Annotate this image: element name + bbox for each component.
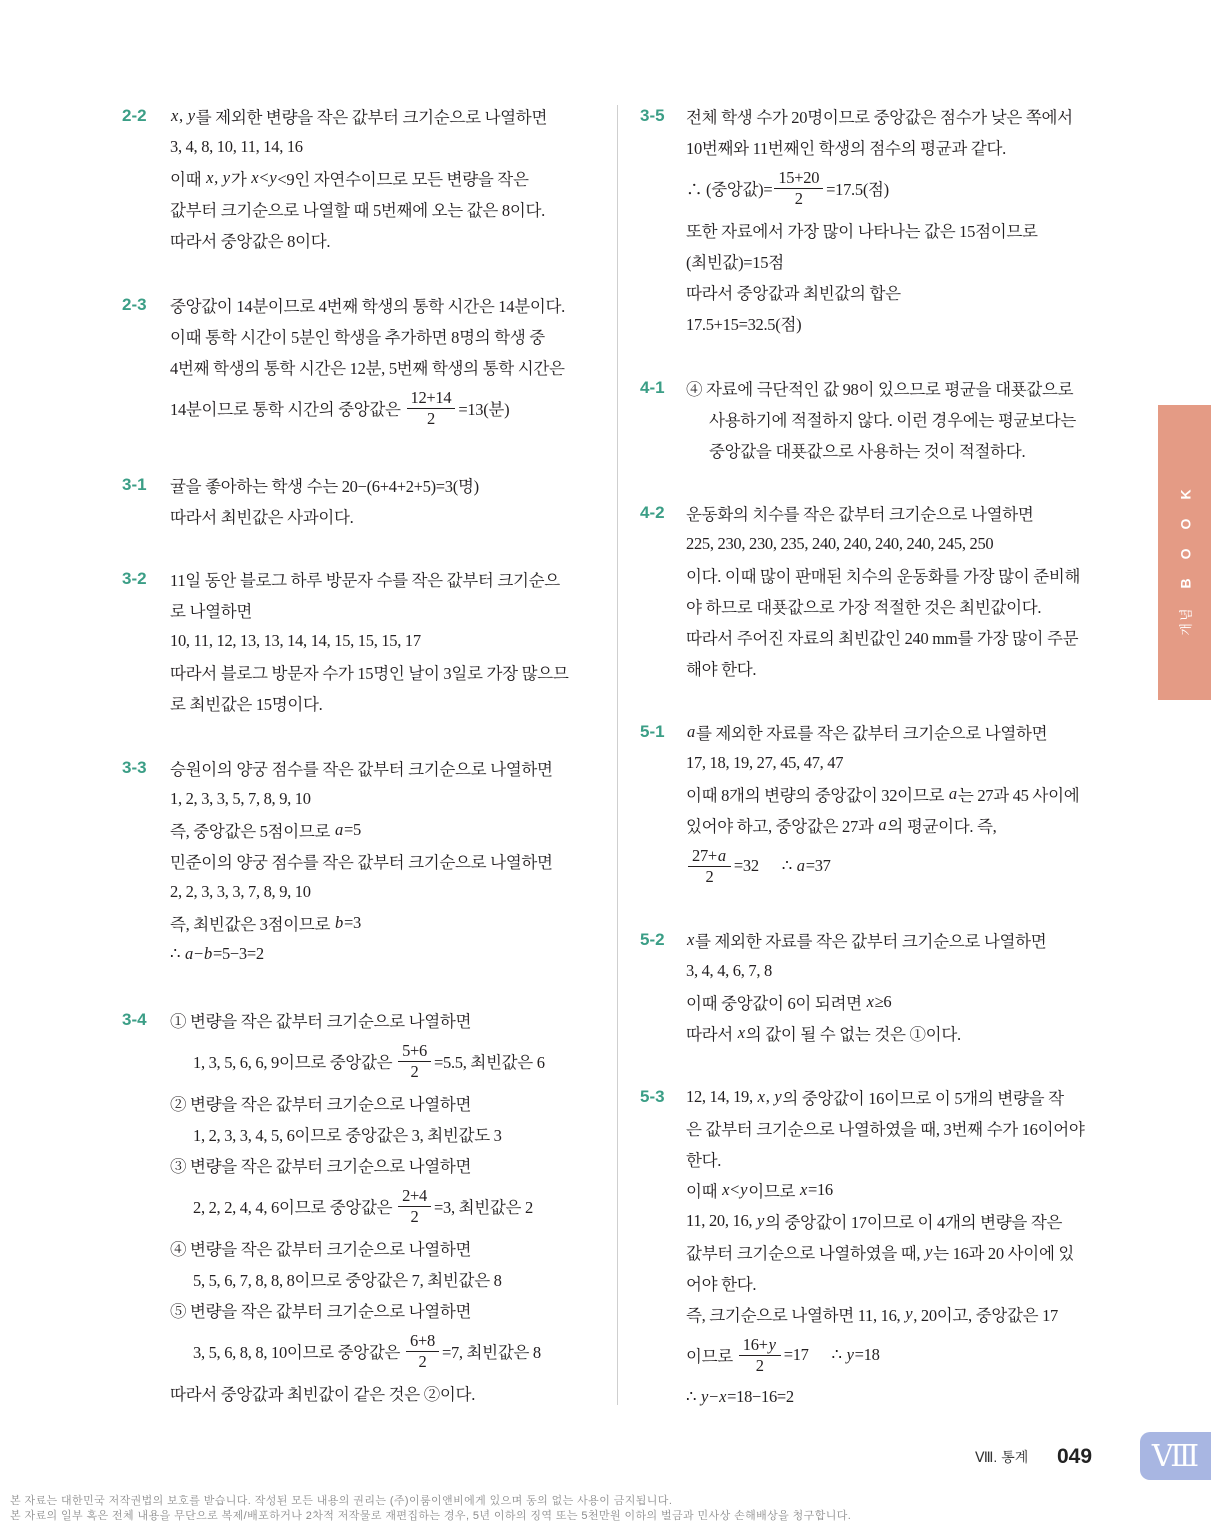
text-segment: 이다. 이때 많이 판매된 치수의 운동화를 가장 많이 준비해 bbox=[686, 566, 1081, 586]
math-variable: x bbox=[866, 991, 874, 1011]
solution-line bbox=[686, 778, 1079, 809]
chapter-badge bbox=[1140, 1432, 1211, 1480]
math-variable: y bbox=[846, 1345, 854, 1364]
math-variable: y bbox=[768, 1334, 776, 1354]
text-segment: =16 bbox=[807, 1179, 833, 1199]
fraction bbox=[739, 1335, 781, 1376]
text-segment: 17.5+15=32.5(점) bbox=[686, 314, 802, 334]
solution-line bbox=[170, 289, 565, 320]
text-segment: 사용하기에 적절하지 않다. 이런 경우에는 평균보다는 bbox=[709, 410, 1077, 430]
text-segment: 는 27과 45 사이에 bbox=[957, 785, 1080, 805]
text-segment: 의 중앙값이 17이므로 이 4개의 변량을 작은 bbox=[765, 1212, 1063, 1232]
math-variable: y bbox=[774, 1086, 782, 1106]
problem-number: 3-1 bbox=[122, 475, 147, 494]
solution-line bbox=[686, 652, 1080, 683]
text-segment: =17.5(점) bbox=[826, 180, 889, 199]
solution-body bbox=[686, 497, 1080, 683]
fraction-denominator: 2 bbox=[705, 866, 714, 886]
fraction bbox=[398, 1041, 431, 1082]
text-segment: ≥6 bbox=[874, 991, 892, 1011]
fraction bbox=[774, 168, 823, 209]
text-segment: 5, 5, 6, 7, 8, 8, 8이므로 중앙값은 7, 최빈값은 8 bbox=[193, 1270, 502, 1290]
math-variable: y bbox=[222, 167, 230, 187]
solution-line bbox=[686, 924, 1046, 955]
side-tab-label-en: BOOK bbox=[1176, 469, 1193, 588]
solution-line bbox=[170, 224, 547, 255]
text-segment: 승원이의 양궁 점수를 작은 값부터 크기순으로 나열하면 bbox=[170, 759, 553, 779]
math-variable: x bbox=[171, 105, 179, 125]
solution-line bbox=[170, 783, 553, 814]
text-segment: 27+ bbox=[692, 845, 717, 865]
problem-2-2 bbox=[122, 100, 547, 255]
problem-number: 3-4 bbox=[122, 1010, 147, 1029]
text-segment: =5−3=2 bbox=[212, 943, 264, 963]
text-segment: =3 bbox=[343, 912, 361, 932]
text-segment: 를 제외한 자료를 작은 값부터 크기순으로 나열하면 bbox=[695, 931, 1047, 951]
math-variable: y bbox=[269, 167, 277, 187]
text-segment: <9인 자연수이므로 모든 변량을 작은 bbox=[277, 169, 529, 189]
math-variable: a bbox=[185, 943, 193, 963]
text-segment: 은 값부터 크기순으로 나열하였을 때, 3번째 수가 16이어야 bbox=[686, 1119, 1085, 1139]
solution-line bbox=[170, 907, 553, 938]
fraction bbox=[407, 388, 456, 429]
text-segment: 1, 3, 5, 6, 6, 9이므로 중앙값은 bbox=[193, 1053, 397, 1072]
solution-line bbox=[170, 1232, 545, 1263]
text-segment: 따라서 최빈값은 사과이다. bbox=[170, 507, 354, 527]
problem-number: 2-3 bbox=[122, 295, 147, 314]
text-segment: 따라서 중앙값은 8이다. bbox=[170, 231, 331, 251]
problem-number: 3-5 bbox=[640, 106, 665, 125]
solution-line bbox=[686, 1017, 1046, 1048]
math-variable: b bbox=[335, 912, 343, 932]
math-variable: y bbox=[740, 1179, 748, 1199]
problem-3-4 bbox=[122, 1004, 545, 1408]
text-segment: 10번째와 11번째인 학생의 점수의 평균과 같다. bbox=[686, 138, 1007, 158]
solution-line bbox=[170, 845, 553, 876]
text-segment: ② 변량을 작은 값부터 크기순으로 나열하면 bbox=[170, 1094, 472, 1114]
solution-line bbox=[170, 351, 565, 382]
text-segment: < bbox=[730, 1179, 740, 1199]
solution-line bbox=[686, 1174, 1085, 1205]
math-variable: y bbox=[905, 1303, 913, 1323]
text-segment: 이때 bbox=[170, 169, 206, 189]
solution-line bbox=[170, 1263, 545, 1294]
solution-line bbox=[686, 840, 1079, 892]
solution-line bbox=[170, 625, 569, 656]
text-segment: 4번째 학생의 통학 시간은 12분, 5번째 학생의 통학 시간은 bbox=[170, 358, 565, 378]
text-segment: 중앙값이 14분이므로 4번째 학생의 통학 시간은 14분이다. bbox=[170, 296, 565, 316]
solution-line bbox=[686, 497, 1080, 528]
math-variable: y bbox=[757, 1210, 765, 1230]
solution-line bbox=[686, 1205, 1085, 1236]
solution-line bbox=[170, 1035, 545, 1087]
text-segment: ④ 변량을 작은 값부터 크기순으로 나열하면 bbox=[170, 1239, 472, 1259]
problem-number: 4-1 bbox=[640, 378, 665, 397]
text-segment: 의 값이 될 수 없는 것은 ①이다. bbox=[745, 1024, 961, 1044]
solution-line bbox=[170, 594, 569, 625]
math-variable: x bbox=[757, 1086, 765, 1106]
side-tab bbox=[1158, 405, 1211, 700]
math-variable: x bbox=[206, 167, 214, 187]
text-segment: , bbox=[179, 105, 187, 125]
text-segment: 이때 bbox=[686, 1181, 722, 1201]
fraction-denominator: 2 bbox=[794, 188, 803, 208]
fraction bbox=[406, 1331, 439, 1372]
solution-line bbox=[170, 193, 547, 224]
fraction-numerator: 6+8 bbox=[406, 1331, 439, 1352]
text-segment: 를 제외한 자료를 작은 값부터 크기순으로 나열하면 bbox=[695, 723, 1048, 743]
text-segment: − bbox=[709, 1386, 719, 1406]
math-variable: a bbox=[948, 783, 957, 803]
solution-line bbox=[170, 656, 569, 687]
text-segment: 따라서 bbox=[686, 1024, 737, 1044]
problem-4-1 bbox=[640, 372, 1076, 465]
text-segment: < bbox=[259, 167, 269, 187]
solution-body bbox=[170, 752, 553, 969]
solution-line bbox=[686, 809, 1079, 840]
text-segment: =7, 최빈값은 8 bbox=[441, 1343, 541, 1362]
problem-5-3 bbox=[640, 1081, 1085, 1412]
math-variable: x bbox=[719, 1386, 727, 1406]
text-segment: 로 나열하면 bbox=[170, 601, 253, 621]
solution-line bbox=[170, 1149, 545, 1180]
solution-line bbox=[686, 1112, 1085, 1143]
math-variable: b bbox=[204, 943, 212, 963]
text-segment: ∴ (중앙값)= bbox=[686, 180, 773, 199]
text-segment: 야 하므로 대푯값으로 가장 적절한 것은 최빈값이다. bbox=[686, 597, 1042, 617]
math-variable: x bbox=[722, 1179, 730, 1199]
math-variable: x bbox=[687, 929, 695, 949]
solution-line bbox=[686, 1381, 1085, 1412]
text-segment: 민준이의 양궁 점수를 작은 값부터 크기순으로 나열하면 bbox=[170, 852, 553, 872]
fraction bbox=[398, 1186, 431, 1227]
text-segment: − bbox=[193, 943, 203, 963]
solution-line bbox=[686, 307, 1073, 338]
text-segment: 즉, 최빈값은 3점이므로 bbox=[170, 914, 335, 934]
text-segment: 또한 자료에서 가장 많이 나타나는 값은 15점이므로 bbox=[686, 221, 1038, 241]
problem-3-2 bbox=[122, 563, 569, 718]
solution-line bbox=[686, 559, 1080, 590]
solution-line bbox=[170, 563, 569, 594]
problem-number: 4-2 bbox=[640, 503, 665, 522]
solution-line bbox=[686, 276, 1073, 307]
text-segment: =3, 최빈값은 2 bbox=[433, 1198, 533, 1217]
solution-line bbox=[170, 162, 547, 193]
fraction-denominator: 2 bbox=[410, 1061, 419, 1081]
text-segment: 10, 11, 12, 13, 13, 14, 14, 15, 15, 15, 17 bbox=[170, 630, 421, 650]
solution-line bbox=[170, 752, 553, 783]
solution-line bbox=[686, 716, 1079, 747]
text-segment: 17, 18, 19, 27, 45, 47, 47 bbox=[686, 752, 844, 772]
solution-line bbox=[686, 1329, 1085, 1381]
copyright-line-2: 본 자료의 일부 혹은 전체 내용을 무단으로 복제/배포하거나 2차적 저작물로 재편집하는 경우, 5년 이하의 징역 또는 5천만원 이하의 벌금과 민사상 손해배상을 청구합니다. bbox=[10, 1510, 852, 1522]
solution-line bbox=[686, 1143, 1085, 1174]
side-tab-label bbox=[1158, 405, 1211, 700]
solution-line bbox=[686, 986, 1046, 1017]
text-segment: 따라서 중앙값과 최빈값의 합은 bbox=[686, 283, 901, 303]
fraction-numerator bbox=[688, 846, 731, 867]
solution-line bbox=[170, 469, 479, 500]
fraction-denominator: 2 bbox=[755, 1355, 764, 1375]
text-segment: =17 ∴ bbox=[783, 1345, 846, 1364]
solution-line bbox=[686, 1081, 1085, 1112]
fraction-denominator: 2 bbox=[426, 408, 435, 428]
problem-number: 5-2 bbox=[640, 930, 665, 949]
text-segment: 어야 한다. bbox=[686, 1274, 757, 1294]
math-variable: x bbox=[799, 1179, 807, 1199]
text-segment: 12, 14, 19, bbox=[686, 1086, 757, 1106]
math-variable: y bbox=[187, 105, 195, 125]
text-segment: , bbox=[765, 1086, 774, 1106]
solution-line bbox=[686, 1267, 1085, 1298]
text-segment: 16+ bbox=[742, 1334, 768, 1354]
text-segment: 3, 4, 8, 10, 11, 14, 16 bbox=[170, 136, 303, 156]
solution-line bbox=[170, 938, 553, 969]
solution-body bbox=[686, 716, 1079, 892]
fraction-numerator bbox=[739, 1335, 781, 1356]
solution-line bbox=[170, 1325, 545, 1377]
fraction-numerator: 15+20 bbox=[774, 168, 823, 189]
text-segment: 의 평균이다. 즉, bbox=[887, 816, 997, 836]
math-variable: a bbox=[878, 814, 887, 834]
math-variable: x bbox=[251, 167, 259, 187]
solution-line bbox=[686, 590, 1080, 621]
text-segment: 이때 중앙값이 6이 되려면 bbox=[686, 993, 866, 1013]
solution-line bbox=[686, 528, 1080, 559]
text-segment: ⑤ 변량을 작은 값부터 크기순으로 나열하면 bbox=[170, 1301, 472, 1321]
solution-body bbox=[170, 100, 547, 255]
solution-line bbox=[686, 214, 1073, 245]
text-segment: 이때 통학 시간이 5분인 학생을 추가하면 8명의 학생 중 bbox=[170, 327, 545, 347]
chapter-badge-numeral: Ⅷ bbox=[1151, 1439, 1200, 1473]
solution-line bbox=[170, 1118, 545, 1149]
text-segment: 이때 8개의 변량의 중앙값이 32이므로 bbox=[686, 785, 948, 805]
solution-line bbox=[170, 876, 553, 907]
solution-body bbox=[170, 469, 479, 531]
copyright-notice bbox=[10, 1494, 851, 1524]
solution-line bbox=[170, 320, 565, 351]
problem-5-2 bbox=[640, 924, 1046, 1048]
solution-line bbox=[170, 1294, 545, 1325]
solution-body bbox=[686, 100, 1073, 338]
solution-body bbox=[686, 1081, 1085, 1412]
text-segment: 14분이므로 통학 시간의 중앙값은 bbox=[170, 400, 405, 419]
text-segment: ③ 변량을 작은 값부터 크기순으로 나열하면 bbox=[170, 1156, 472, 1176]
solution-line bbox=[686, 372, 1076, 403]
problem-number: 2-2 bbox=[122, 106, 147, 125]
side-tab-label-ko: 개념 bbox=[1178, 605, 1193, 636]
column-divider bbox=[617, 105, 618, 1405]
solution-line bbox=[686, 1236, 1085, 1267]
text-segment: , 20이고, 중앙값은 17 bbox=[913, 1305, 1058, 1325]
problem-3-5 bbox=[640, 100, 1073, 338]
math-variable: a bbox=[687, 721, 695, 741]
text-segment: 값부터 크기순으로 나열하였을 때, bbox=[686, 1243, 925, 1263]
problem-4-2 bbox=[640, 497, 1080, 683]
text-segment: 1, 2, 3, 3, 4, 5, 6이므로 중앙값은 3, 최빈값도 3 bbox=[193, 1125, 502, 1145]
problem-number: 5-1 bbox=[640, 722, 665, 741]
text-segment: 중앙값을 대푯값으로 사용하는 것이 적절하다. bbox=[709, 441, 1026, 461]
solution-line bbox=[170, 687, 569, 718]
solution-body bbox=[170, 1004, 545, 1408]
math-variable: a bbox=[717, 845, 726, 865]
problem-2-3 bbox=[122, 289, 565, 434]
solution-line bbox=[686, 621, 1080, 652]
page-number: 049 bbox=[1057, 1445, 1093, 1468]
solution-body bbox=[170, 563, 569, 718]
text-segment: 해야 한다. bbox=[686, 659, 757, 679]
math-variable: a bbox=[796, 856, 805, 875]
problem-3-3 bbox=[122, 752, 553, 969]
problem-number: 3-3 bbox=[122, 758, 147, 777]
text-segment: 11일 동안 블로그 하루 방문자 수를 작은 값부터 크기순으 bbox=[170, 570, 560, 590]
text-segment: =18−16=2 bbox=[727, 1386, 794, 1406]
solution-line bbox=[686, 955, 1046, 986]
solution-line bbox=[686, 1298, 1085, 1329]
text-segment: 의 중앙값이 16이므로 이 5개의 변량을 작 bbox=[782, 1088, 1064, 1108]
text-segment: , bbox=[214, 167, 222, 187]
fraction-numerator: 2+4 bbox=[398, 1186, 431, 1207]
fraction-numerator: 5+6 bbox=[398, 1041, 431, 1062]
text-segment: ∴ bbox=[686, 1386, 701, 1406]
text-segment: 2, 2, 2, 4, 4, 6이므로 중앙값은 bbox=[193, 1198, 397, 1217]
text-segment: ④ 자료에 극단적인 값 98이 있으므로 평균을 대푯값으로 bbox=[686, 379, 1074, 399]
solution-line bbox=[170, 814, 553, 845]
text-segment: 한다. bbox=[686, 1150, 722, 1170]
text-segment: ① 변량을 작은 값부터 크기순으로 나열하면 bbox=[170, 1011, 472, 1031]
problem-5-1 bbox=[640, 716, 1079, 892]
text-segment: 225, 230, 230, 235, 240, 240, 240, 240, 245, 250 bbox=[686, 533, 994, 553]
solution-line bbox=[170, 1377, 545, 1408]
text-segment: =32 ∴ bbox=[733, 856, 796, 875]
math-variable: y bbox=[925, 1241, 933, 1261]
text-segment: 이므로 bbox=[748, 1181, 799, 1201]
text-segment: =5 bbox=[343, 819, 361, 839]
solution-line bbox=[170, 382, 565, 434]
fraction-denominator: 2 bbox=[418, 1351, 427, 1371]
problem-number: 5-3 bbox=[640, 1087, 665, 1106]
text-segment: 11, 20, 16, bbox=[686, 1210, 757, 1230]
text-segment: 운동화의 치수를 작은 값부터 크기순으로 나열하면 bbox=[686, 504, 1034, 524]
text-segment: 즉, 크기순으로 나열하면 11, 16, bbox=[686, 1305, 905, 1325]
text-segment: 3, 4, 4, 6, 7, 8 bbox=[686, 960, 772, 980]
text-segment: 전체 학생 수가 20명이므로 중앙값은 점수가 낮은 쪽에서 bbox=[686, 107, 1073, 127]
text-segment: 는 16과 20 사이에 있 bbox=[933, 1243, 1075, 1263]
problem-number: 3-2 bbox=[122, 569, 147, 588]
text-segment: 1, 2, 3, 3, 5, 7, 8, 9, 10 bbox=[170, 788, 311, 808]
text-segment: 2, 2, 3, 3, 3, 7, 8, 9, 10 bbox=[170, 881, 311, 901]
math-variable: y bbox=[701, 1386, 709, 1406]
solution-line bbox=[170, 100, 547, 131]
text-segment: 가 bbox=[230, 169, 251, 189]
solution-body bbox=[686, 924, 1046, 1048]
solution-line bbox=[686, 131, 1073, 162]
solution-line bbox=[686, 100, 1073, 131]
math-variable: x bbox=[737, 1022, 745, 1042]
solution-line bbox=[686, 162, 1073, 214]
text-segment: 로 최빈값은 15명이다. bbox=[170, 694, 323, 714]
text-segment: 값부터 크기순으로 나열할 때 5번째에 오는 값은 8이다. bbox=[170, 200, 545, 220]
text-segment: 귤을 좋아하는 학생 수는 20−(6+4+2+5)=3(명) bbox=[170, 476, 479, 496]
solution-body bbox=[686, 372, 1076, 465]
text-segment: 따라서 주어진 자료의 최빈값인 240 mm를 가장 많이 주문 bbox=[686, 628, 1079, 648]
text-segment: 이므로 bbox=[686, 1347, 737, 1366]
text-segment: 있어야 하고, 중앙값은 27과 bbox=[686, 816, 878, 836]
text-segment: =5.5, 최빈값은 6 bbox=[433, 1053, 545, 1072]
copyright-line-1: 본 자료는 대한민국 저작권법의 보호를 받습니다. 작성된 모든 내용의 권리는 (주)이룸이앤비에게 있으며 동의 없는 사용이 금지됩니다. bbox=[10, 1495, 673, 1507]
chapter-title: Ⅷ. 통계 bbox=[975, 1449, 1029, 1465]
text-segment: =37 bbox=[805, 856, 831, 875]
text-segment: 를 제외한 변량을 작은 값부터 크기순으로 나열하면 bbox=[195, 107, 548, 127]
solution-line bbox=[686, 747, 1079, 778]
solution-line bbox=[686, 434, 1076, 465]
text-segment: ∴ bbox=[170, 943, 185, 963]
text-segment: 따라서 블로그 방문자 수가 15명인 날이 3일로 가장 많으므 bbox=[170, 663, 569, 683]
solution-line bbox=[170, 500, 479, 531]
text-segment: =13(분) bbox=[458, 400, 510, 419]
solution-line bbox=[170, 131, 547, 162]
fraction bbox=[688, 846, 731, 887]
solution-line bbox=[170, 1087, 545, 1118]
text-segment: (최빈값)=15점 bbox=[686, 252, 784, 272]
solution-body bbox=[170, 289, 565, 434]
solution-line bbox=[170, 1180, 545, 1232]
solution-line bbox=[170, 1004, 545, 1035]
solution-line bbox=[686, 245, 1073, 276]
text-segment: 즉, 중앙값은 5점이므로 bbox=[170, 821, 335, 841]
text-segment: =18 bbox=[854, 1345, 880, 1364]
text-segment: 3, 5, 6, 8, 8, 10이므로 중앙값은 bbox=[193, 1343, 405, 1362]
text-segment: 따라서 중앙값과 최빈값이 같은 것은 ②이다. bbox=[170, 1384, 476, 1404]
problem-3-1 bbox=[122, 469, 479, 531]
solution-line bbox=[686, 403, 1076, 434]
fraction-denominator: 2 bbox=[410, 1206, 419, 1226]
fraction-numerator: 12+14 bbox=[407, 388, 456, 409]
math-variable: a bbox=[335, 819, 343, 839]
